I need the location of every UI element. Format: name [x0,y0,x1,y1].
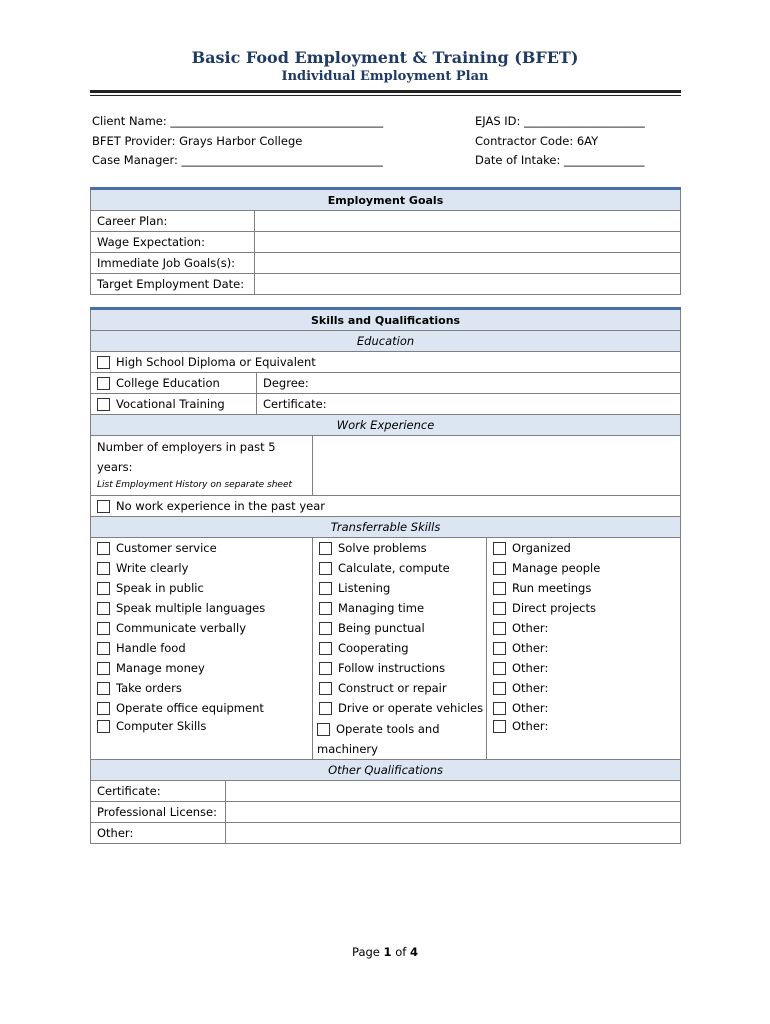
career-plan-input[interactable] [255,211,681,232]
skill-checkbox[interactable] [319,702,332,715]
skill-checkbox[interactable] [319,642,332,655]
skill-checkbox[interactable] [493,562,506,575]
page-footer [0,945,770,959]
skill-checkbox[interactable] [319,542,332,555]
skill-checkbox[interactable] [319,562,332,575]
career-plan-label: Career Plan: [91,211,255,232]
skills-table [90,307,681,844]
skills-heading: Skills and Qualifications [91,309,681,331]
skill-label: Operate office equipment [116,701,264,715]
degree-field[interactable] [257,373,681,394]
no-work-checkbox[interactable] [97,500,110,513]
wage-expectation-input[interactable] [255,232,681,253]
case-manager-field[interactable]: Case Manager: ___________________________________ [92,153,383,167]
employers-label-line1: Number of employers in past 5 [97,440,276,454]
page-number: 1 [383,945,392,959]
skill-label: Speak multiple languages [116,601,266,615]
target-employment-date-label: Target Employment Date: [91,274,255,295]
skill-label: Organized [512,541,571,555]
skill-checkbox[interactable] [97,542,110,555]
immediate-job-goals-input[interactable] [255,253,681,274]
skill-label: Run meetings [512,581,592,595]
skill-checkbox[interactable] [493,682,506,695]
other-input[interactable] [226,823,681,844]
skill-label: Construct or repair [338,681,447,695]
skill-label: Cooperating [338,641,409,655]
education-row [91,394,681,415]
other-qual-row [91,823,681,844]
skill-checkbox[interactable] [493,662,506,675]
goal-row [91,253,681,274]
skill-row [91,618,681,638]
skill-label: Take orders [116,681,182,695]
skill-checkbox[interactable] [319,582,332,595]
skill-label: Managing time [338,601,425,615]
work-experience-heading: Work Experience [91,415,681,436]
skill-checkbox[interactable] [319,602,332,615]
education-heading: Education [91,331,681,352]
skill-label: Manage people [512,561,601,575]
wage-expectation-label: Wage Expectation: [91,232,255,253]
skill-checkbox[interactable] [319,662,332,675]
other-qual-row [91,802,681,823]
skill-label: Listening [338,581,391,595]
no-work-row [91,496,681,517]
form-title: Basic Food Employment & Training (BFET) [191,48,579,67]
other-qual-row [91,781,681,802]
skill-label: Speak in public [116,581,204,595]
skill-label: Other: [512,661,549,675]
skill-row [91,558,681,578]
skill-checkbox[interactable] [97,602,110,615]
skill-row [91,638,681,658]
transferable-skills-heading: Transferrable Skills [91,517,681,538]
target-employment-date-input[interactable] [255,274,681,295]
skill-checkbox[interactable] [493,720,506,733]
skill-checkbox[interactable] [493,542,506,555]
skill-checkbox[interactable] [97,622,110,635]
of-word: of [395,945,407,959]
skill-label: Computer Skills [116,719,207,733]
page-word: Page [352,945,380,959]
ejas-id-field[interactable]: EJAS ID: _____________________ [475,114,645,128]
skill-label: Operate tools and [336,722,440,736]
skill-checkbox[interactable] [319,682,332,695]
skill-checkbox[interactable] [493,702,506,715]
skill-checkbox[interactable] [319,622,332,635]
other-label: Other: [91,823,226,844]
skill-label: Handle food [116,641,186,655]
skill-label: Direct projects [512,601,596,615]
skill-label: Calculate, compute [338,561,450,575]
college-checkbox[interactable] [97,377,110,390]
education-row [91,352,681,373]
goal-row [91,274,681,295]
degree-label: Degree: [263,376,309,390]
skill-row [91,698,681,718]
skill-row [91,658,681,678]
certificate-label: Certificate: [263,397,327,411]
skill-label: Other: [512,621,549,635]
skill-label: Other: [512,719,549,733]
skill-checkbox[interactable] [97,562,110,575]
employment-goals-heading: Employment Goals [91,189,681,211]
certificate-field[interactable] [257,394,681,415]
vocational-checkbox[interactable] [97,398,110,411]
goal-row [91,211,681,232]
skill-label: Other: [512,641,549,655]
skill-checkbox[interactable] [97,682,110,695]
employers-row [91,436,681,496]
skill-checkbox[interactable] [97,720,110,733]
date-of-intake-field[interactable]: Date of Intake: ______________ [475,153,645,167]
form-subtitle: Individual Employment Plan [281,69,489,84]
goal-row [91,232,681,253]
contractor-code-text: Contractor Code: 6AY [475,134,599,148]
other-qualifications-heading: Other Qualifications [91,760,681,781]
skill-row [91,678,681,698]
other-certificate-label: Certificate: [91,781,226,802]
vocational-label: Vocational Training [116,397,225,411]
skill-row [91,578,681,598]
education-row [91,373,681,394]
skill-label: Solve problems [338,541,427,555]
skill-label: Follow instructions [338,661,446,675]
skill-checkbox[interactable] [97,702,110,715]
skill-checkbox[interactable] [493,582,506,595]
skill-label: Customer service [116,541,217,555]
other-certificate-input[interactable] [226,781,681,802]
skill-label: Write clearly [116,561,189,575]
skill-row [91,718,681,760]
skill-checkbox[interactable] [317,723,330,736]
employers-input[interactable] [313,436,681,496]
immediate-job-goals-label: Immediate Job Goals(s): [91,253,255,274]
high-school-label: High School Diploma or Equivalent [116,355,316,369]
bfet-provider-text: BFET Provider: Grays Harbor College [92,134,303,148]
professional-license-input[interactable] [226,802,681,823]
employers-label-line2: years: [97,460,133,474]
college-label: College Education [116,376,220,390]
client-name-field[interactable]: Client Name: _____________________________________ [92,114,384,128]
skill-label: Other: [512,701,549,715]
skill-label: Communicate verbally [116,621,247,635]
title-rule-thin [90,95,681,96]
skill-label-continuation: machinery [317,742,378,756]
skill-row [91,538,681,559]
employment-goals-table [90,187,681,295]
page-total: 4 [409,945,418,959]
skill-row [91,598,681,618]
skill-checkbox[interactable] [493,622,506,635]
skill-checkbox[interactable] [97,642,110,655]
skill-label: Drive or operate vehicles [338,701,484,715]
no-work-label: No work experience in the past year [116,499,325,513]
skill-label: Manage money [116,661,205,675]
history-note: List Employment History on separate sheet [97,480,293,490]
skill-checkbox[interactable] [97,662,110,675]
skill-checkbox[interactable] [493,602,506,615]
skill-checkbox[interactable] [97,582,110,595]
title-rule [90,90,681,93]
professional-license-label: Professional License: [91,802,226,823]
skill-checkbox[interactable] [493,642,506,655]
high-school-checkbox[interactable] [97,356,110,369]
skill-label: Other: [512,681,549,695]
skill-label: Being punctual [338,621,425,635]
